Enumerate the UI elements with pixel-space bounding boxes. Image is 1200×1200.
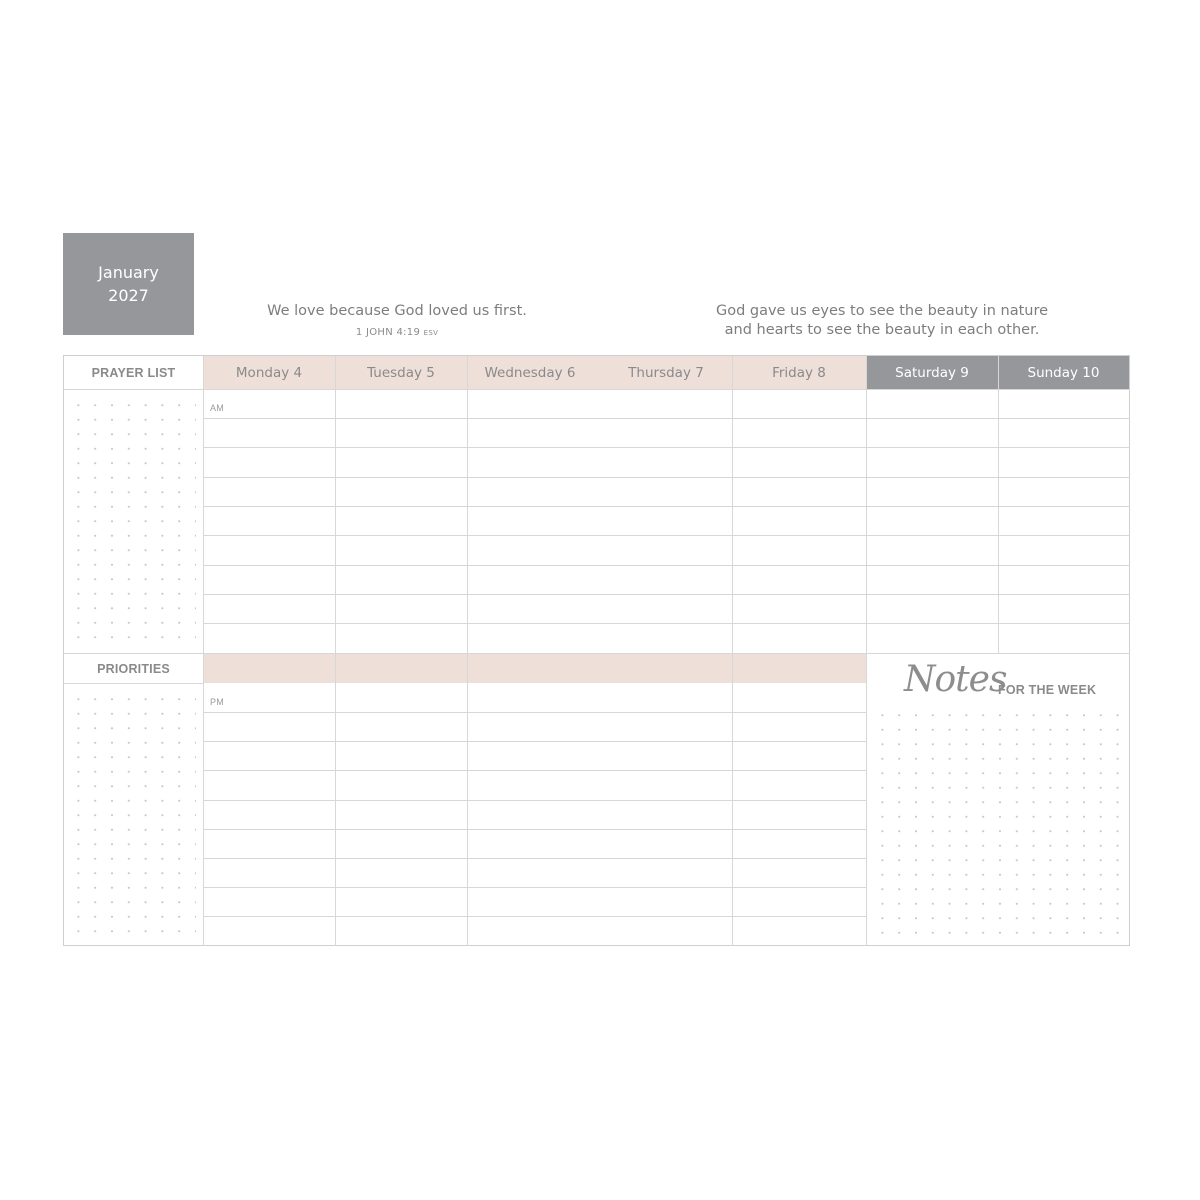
notes-subtitle: FOR THE WEEK	[998, 683, 1097, 697]
day-header-friday: Friday 8	[772, 364, 826, 381]
inspiration-quote	[680, 302, 1084, 340]
column-line-thursday	[732, 356, 733, 946]
pm-row-line	[203, 887, 866, 888]
pm-row-line	[203, 712, 866, 713]
column-line-sidebar	[203, 356, 204, 946]
column-line-tuesday	[467, 356, 468, 946]
prayer-list-dot-area[interactable]	[70, 398, 196, 646]
header-divider	[64, 389, 1130, 390]
day-header-wednesday: Wednesday 6	[484, 364, 576, 381]
am-row-line	[203, 418, 1130, 419]
am-row-line	[203, 594, 1130, 595]
scripture-text: We love because God loved us first.	[267, 303, 527, 319]
pm-row-line	[203, 770, 866, 771]
am-row-line	[203, 506, 1130, 507]
inspiration-line-2: and hearts to see the beauty in each other.	[724, 322, 1040, 338]
day-header-saturday: Saturday 9	[866, 356, 998, 389]
am-row-line	[203, 447, 1130, 448]
am-marker: AM	[210, 403, 225, 413]
column-line-saturday	[998, 356, 999, 653]
am-row-line	[203, 535, 1130, 536]
month-year: 2027	[108, 286, 149, 305]
pm-row-line	[203, 858, 866, 859]
prayer-list-header: PRAYER LIST	[64, 356, 203, 389]
pm-marker: PM	[210, 697, 225, 707]
section-divider	[64, 653, 1130, 654]
pm-row-line	[203, 800, 866, 801]
scripture-version: ESV	[423, 329, 439, 337]
day-header-monday: Monday 4	[235, 364, 303, 381]
column-line-monday	[335, 356, 336, 946]
day-header-sunday: Sunday 10	[998, 356, 1129, 389]
inspiration-line-1: God gave us eyes to see the beauty in nature	[715, 303, 1049, 319]
am-row-line	[203, 565, 1130, 566]
scripture-reference	[222, 324, 572, 342]
pm-header-band	[203, 654, 866, 683]
month-name: January	[98, 263, 159, 282]
priorities-header: PRIORITIES	[64, 654, 203, 683]
month-badge	[63, 233, 194, 335]
pm-row-line	[203, 829, 866, 830]
day-header-tuesday: Tuesday 5	[367, 364, 435, 381]
priorities-dot-area[interactable]	[70, 692, 196, 940]
notes-title: Notes	[904, 659, 1007, 700]
column-line-friday	[866, 356, 867, 946]
notes-dot-area[interactable]	[874, 708, 1124, 940]
scripture-ref-text: 1 JOHN 4:19	[355, 327, 421, 338]
am-row-line	[203, 477, 1130, 478]
pm-row-line	[203, 916, 866, 917]
scripture-quote	[222, 302, 572, 342]
day-header-thursday: Thursday 7	[628, 364, 704, 381]
pm-row-line	[203, 741, 866, 742]
am-row-line	[203, 623, 1130, 624]
priorities-header-divider	[64, 683, 203, 684]
